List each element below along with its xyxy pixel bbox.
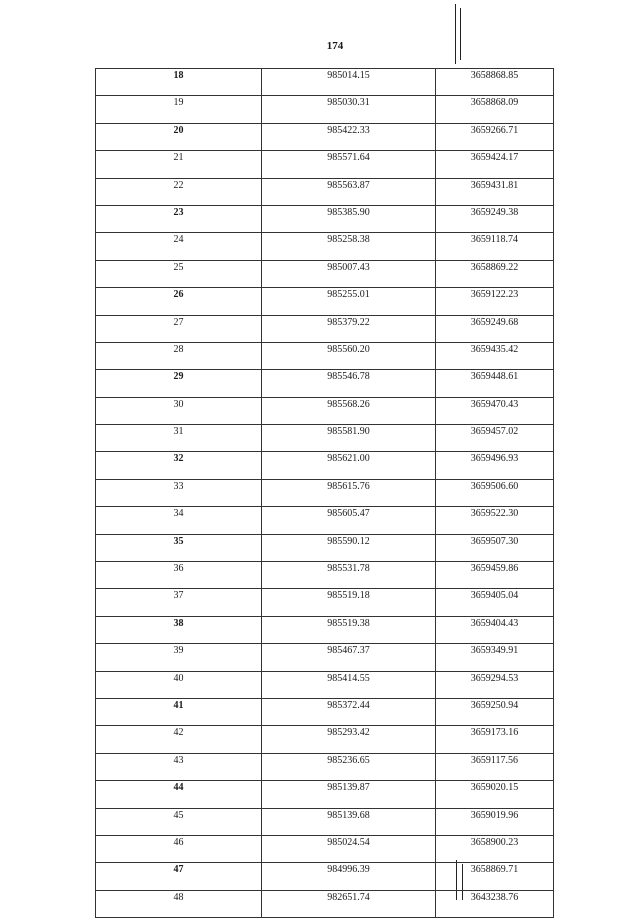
point-number-cell: 34 [96,507,262,534]
point-number-cell: 43 [96,753,262,780]
point-number-cell: 26 [96,288,262,315]
x-coordinate-cell: 985519.38 [262,616,436,643]
binding-line-top [455,4,456,64]
table-row [96,123,554,150]
y-coordinate-cell: 3659266.71 [436,123,554,150]
point-number-cell: 25 [96,260,262,287]
point-number-cell: 40 [96,671,262,698]
x-coordinate-cell: 985255.01 [262,288,436,315]
x-coordinate-cell: 985467.37 [262,644,436,671]
y-coordinate-cell: 3658868.85 [436,69,554,96]
table-row [96,425,554,452]
table-row [96,507,554,534]
point-number-cell: 20 [96,123,262,150]
point-number-cell: 22 [96,178,262,205]
x-coordinate-cell: 985531.78 [262,562,436,589]
y-coordinate-cell: 3659019.96 [436,808,554,835]
table-row [96,96,554,123]
table-row [96,342,554,369]
table-row [96,534,554,561]
table-row [96,753,554,780]
y-coordinate-cell: 3659459.86 [436,562,554,589]
x-coordinate-cell: 985030.31 [262,96,436,123]
x-coordinate-cell: 985385.90 [262,205,436,232]
y-coordinate-cell: 3659020.15 [436,781,554,808]
table-row [96,562,554,589]
y-coordinate-cell: 3659507.30 [436,534,554,561]
y-coordinate-cell: 3659470.43 [436,397,554,424]
point-number-cell: 46 [96,835,262,862]
coordinates-table [95,68,554,918]
binding-line-top-2 [460,8,461,60]
y-coordinate-cell: 3658869.22 [436,260,554,287]
table-row [96,178,554,205]
x-coordinate-cell: 985414.55 [262,671,436,698]
y-coordinate-cell: 3659435.42 [436,342,554,369]
x-coordinate-cell: 985590.12 [262,534,436,561]
y-coordinate-cell: 3658869.71 [436,863,554,890]
table-row [96,69,554,96]
y-coordinate-cell: 3659522.30 [436,507,554,534]
x-coordinate-cell: 985519.18 [262,589,436,616]
point-number-cell: 31 [96,425,262,452]
table-row [96,205,554,232]
table-row [96,671,554,698]
x-coordinate-cell: 985546.78 [262,370,436,397]
point-number-cell: 39 [96,644,262,671]
table-row [96,479,554,506]
point-number-cell: 29 [96,370,262,397]
point-number-cell: 45 [96,808,262,835]
x-coordinate-cell: 985293.42 [262,726,436,753]
table-row [96,808,554,835]
x-coordinate-cell: 985571.64 [262,151,436,178]
y-coordinate-cell: 3659249.38 [436,205,554,232]
point-number-cell: 23 [96,205,262,232]
table-row [96,589,554,616]
point-number-cell: 48 [96,890,262,917]
table-row [96,452,554,479]
point-number-cell: 47 [96,863,262,890]
table-row [96,288,554,315]
x-coordinate-cell: 985379.22 [262,315,436,342]
x-coordinate-cell: 985139.68 [262,808,436,835]
y-coordinate-cell: 3659294.53 [436,671,554,698]
point-number-cell: 36 [96,562,262,589]
point-number-cell: 35 [96,534,262,561]
x-coordinate-cell: 985258.38 [262,233,436,260]
point-number-cell: 30 [96,397,262,424]
point-number-cell: 21 [96,151,262,178]
table-row [96,835,554,862]
y-coordinate-cell: 3659405.04 [436,589,554,616]
x-coordinate-cell: 985581.90 [262,425,436,452]
x-coordinate-cell: 985605.47 [262,507,436,534]
table-row [96,370,554,397]
x-coordinate-cell: 985621.00 [262,452,436,479]
page-number: 174 [326,40,344,52]
x-coordinate-cell: 985007.43 [262,260,436,287]
table-row [96,233,554,260]
y-coordinate-cell: 3659118.74 [436,233,554,260]
y-coordinate-cell: 3658868.09 [436,96,554,123]
point-number-cell: 41 [96,698,262,725]
y-coordinate-cell: 3659424.17 [436,151,554,178]
x-coordinate-cell: 985372.44 [262,698,436,725]
table-row [96,863,554,890]
point-number-cell: 42 [96,726,262,753]
y-coordinate-cell: 3659448.61 [436,370,554,397]
table-row [96,726,554,753]
point-number-cell: 24 [96,233,262,260]
table-row [96,616,554,643]
y-coordinate-cell: 3659349.91 [436,644,554,671]
point-number-cell: 32 [96,452,262,479]
table-row [96,315,554,342]
y-coordinate-cell: 3659173.16 [436,726,554,753]
y-coordinate-cell: 3659457.02 [436,425,554,452]
y-coordinate-cell: 3659117.56 [436,753,554,780]
x-coordinate-cell: 982651.74 [262,890,436,917]
x-coordinate-cell: 985236.65 [262,753,436,780]
coordinates-table-body [96,69,554,918]
y-coordinate-cell: 3643238.76 [436,890,554,917]
x-coordinate-cell: 985615.76 [262,479,436,506]
y-coordinate-cell: 3659404.43 [436,616,554,643]
point-number-cell: 19 [96,96,262,123]
x-coordinate-cell: 985014.15 [262,69,436,96]
table-row [96,781,554,808]
x-coordinate-cell: 984996.39 [262,863,436,890]
x-coordinate-cell: 985139.87 [262,781,436,808]
point-number-cell: 37 [96,589,262,616]
y-coordinate-cell: 3659431.81 [436,178,554,205]
point-number-cell: 33 [96,479,262,506]
point-number-cell: 44 [96,781,262,808]
y-coordinate-cell: 3659249.68 [436,315,554,342]
y-coordinate-cell: 3659250.94 [436,698,554,725]
x-coordinate-cell: 985024.54 [262,835,436,862]
x-coordinate-cell: 985568.26 [262,397,436,424]
y-coordinate-cell: 3658900.23 [436,835,554,862]
table-row [96,644,554,671]
table-row [96,397,554,424]
point-number-cell: 38 [96,616,262,643]
x-coordinate-cell: 985422.33 [262,123,436,150]
table-row [96,698,554,725]
point-number-cell: 18 [96,69,262,96]
y-coordinate-cell: 3659122.23 [436,288,554,315]
x-coordinate-cell: 985563.87 [262,178,436,205]
point-number-cell: 27 [96,315,262,342]
table-row [96,151,554,178]
point-number-cell: 28 [96,342,262,369]
table-row [96,890,554,917]
y-coordinate-cell: 3659496.93 [436,452,554,479]
y-coordinate-cell: 3659506.60 [436,479,554,506]
table-row [96,260,554,287]
x-coordinate-cell: 985560.20 [262,342,436,369]
